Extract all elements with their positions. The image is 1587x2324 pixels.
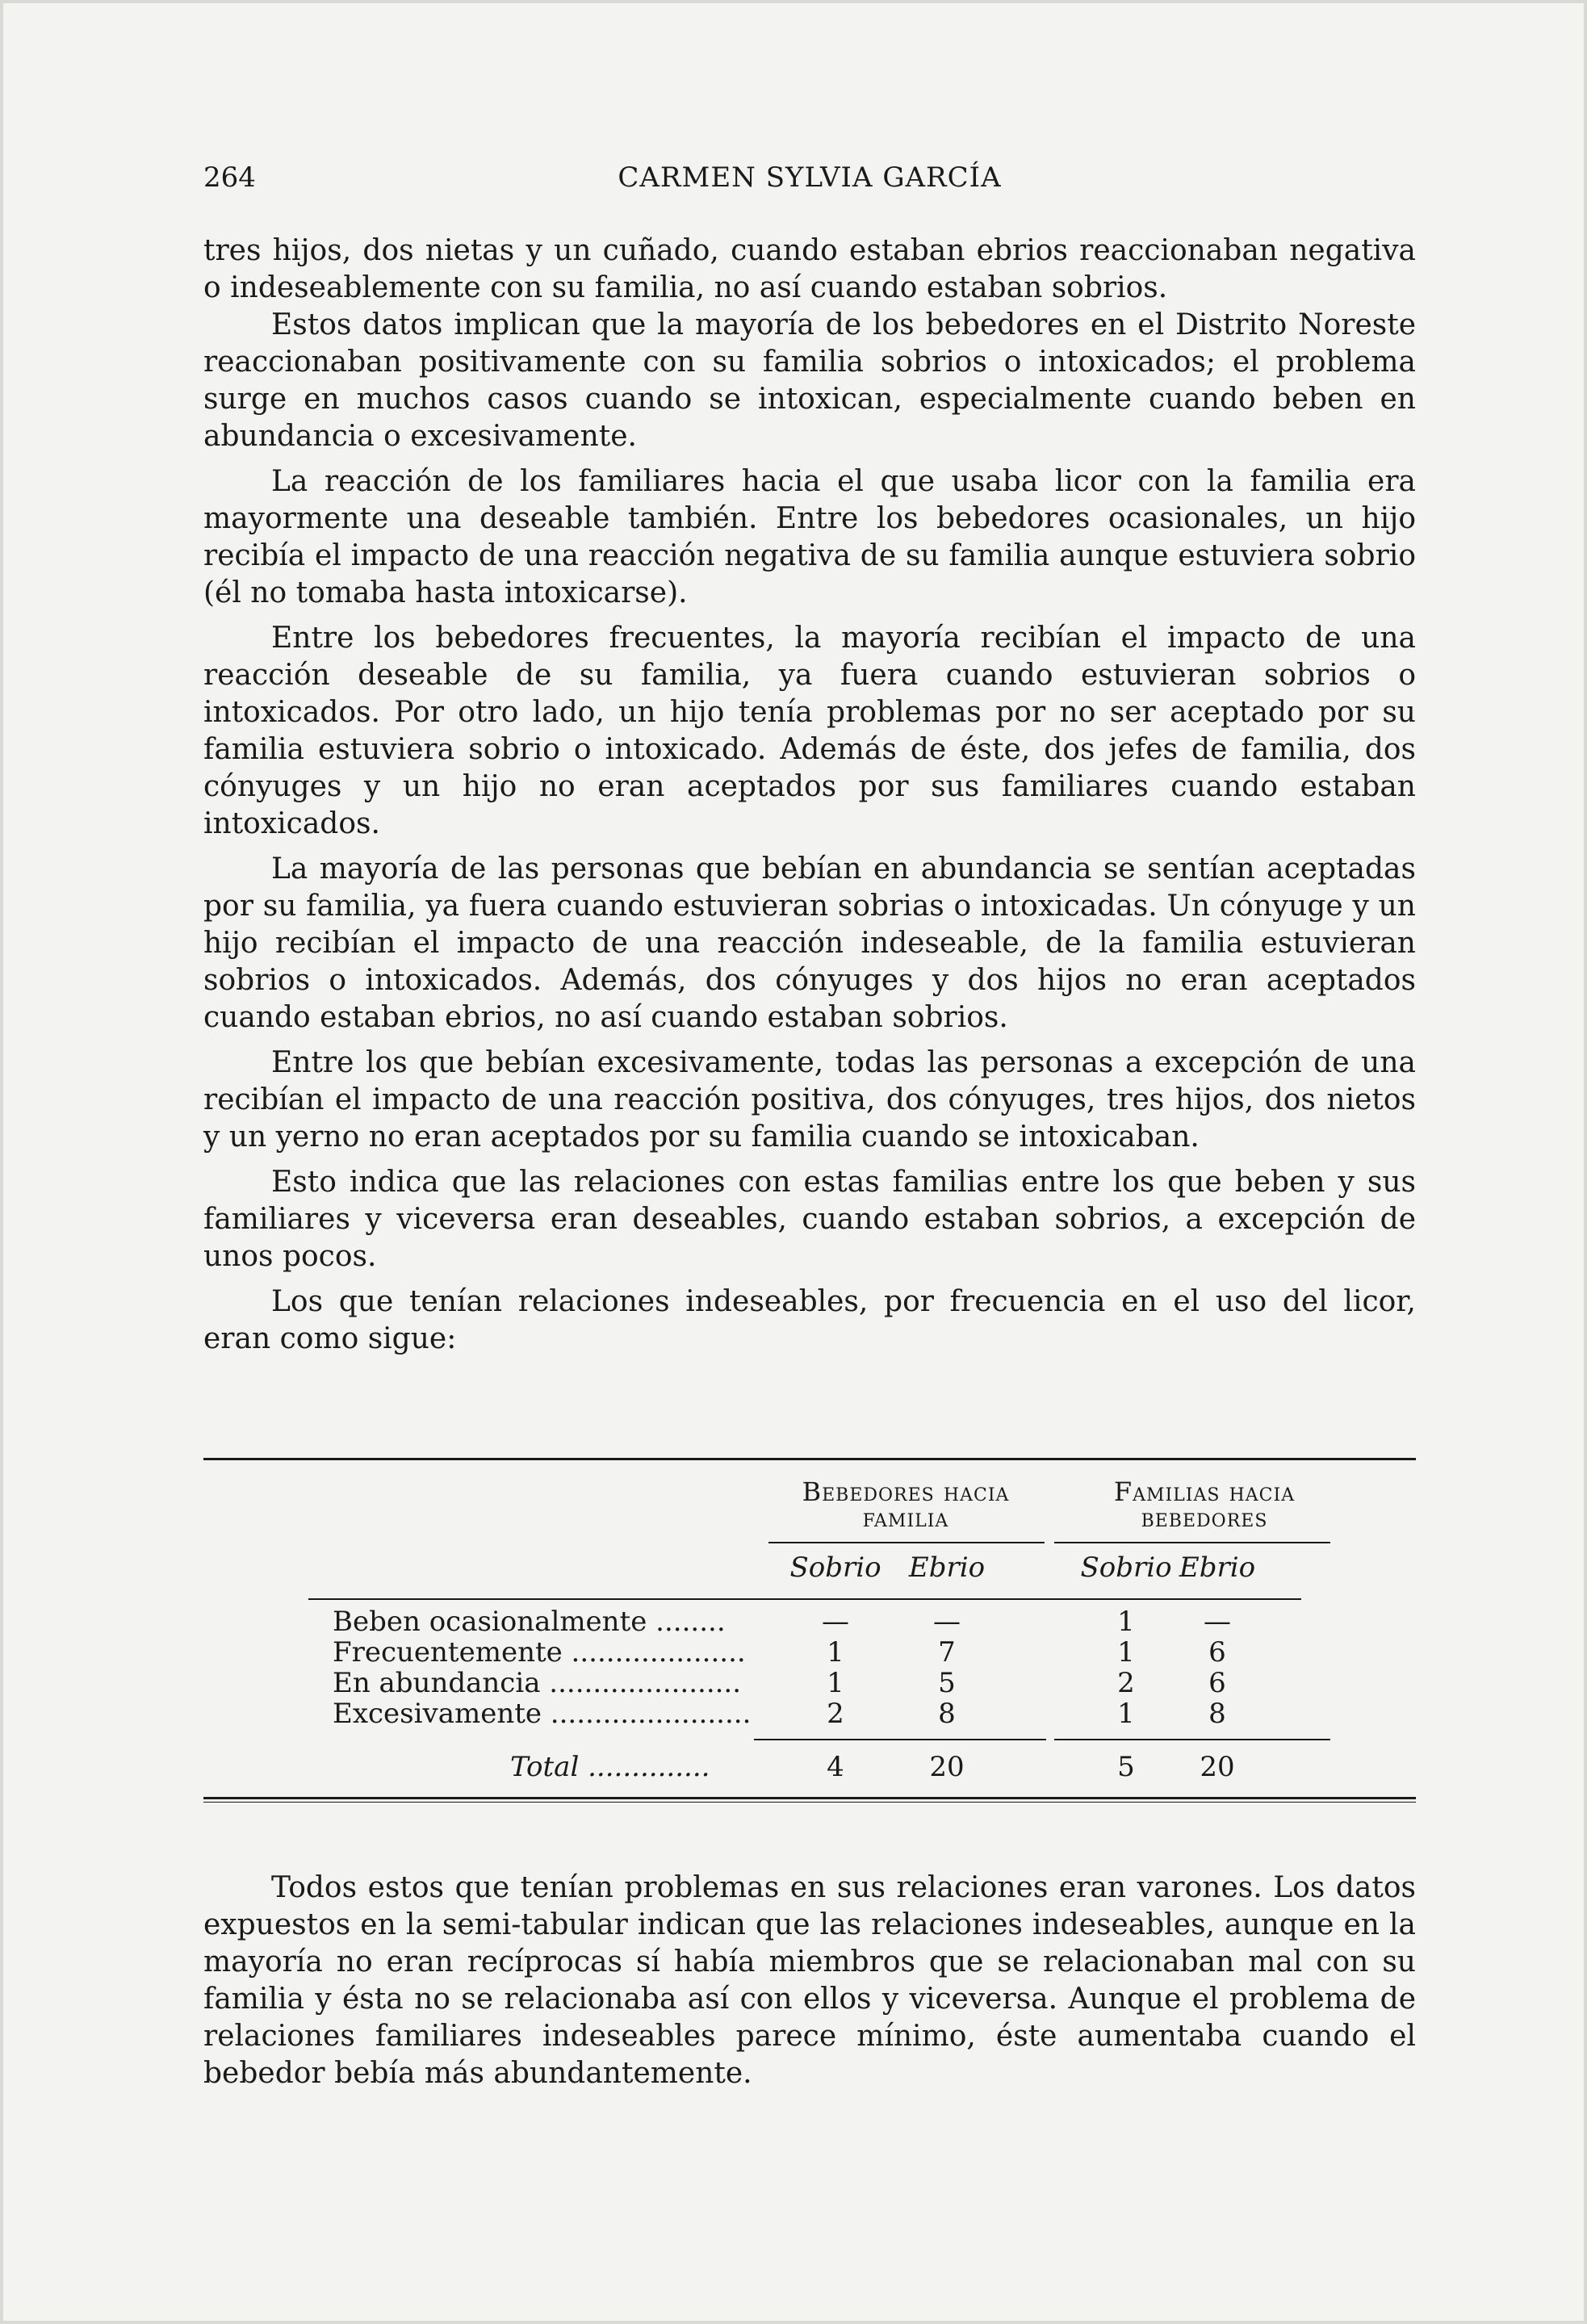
- paragraph: La reacción de los familiares hacia el que usaba licor con la familia era mayormente una deseable también. Entre los bebedores ocasionales, un hijo recibía el impacto de una reacción negativa de su familia aunque estuviera sobrio (él no tomaba hasta intoxicarse).: [203, 465, 1416, 609]
- paragraph: La mayoría de las personas que bebían en abundancia se sentían aceptadas por su familia, ya fuera cuando estuvieran sobrias o intoxicadas. Un cónyuge y un hijo recibían el impacto de una reacción indeseable, de la familia estuvieran sobrios o intoxicados. Además, dos cónyuges y dos hijos no eran aceptados cuando estaban ebrios, no así cuando estaban sobrios.: [203, 852, 1416, 1034]
- group-header-line: bebedores: [1141, 1502, 1268, 1533]
- cell-value: 5: [938, 1667, 956, 1699]
- cell-value: 8: [938, 1698, 956, 1730]
- paragraph: Entre los bebedores frecuentes, la mayoría recibían el impacto de una reacción deseable de su familia, ya fuera cuando estuvieran sobrios o intoxicados. Por otro lado, un hijo tenía problemas por no ser aceptado por su familia estuviera sobrio o intoxicado. Además de éste, dos jefes de familia, dos cónyuges y un hijo no eran aceptados por sus familiares cuando estaban intoxicados.: [203, 622, 1416, 840]
- cell-value: 6: [1208, 1667, 1226, 1699]
- cell-value: 8: [1208, 1698, 1226, 1730]
- page-header: [203, 161, 1416, 202]
- frequency-table: [203, 1458, 1416, 1821]
- total-value: 20: [929, 1751, 965, 1783]
- cell-value: 2: [1117, 1667, 1135, 1699]
- body-text: [203, 232, 1416, 1358]
- row-label: En abundancia ......................: [333, 1668, 742, 1698]
- col-header-sober: Sobrio: [789, 1551, 881, 1584]
- paragraph: Los que tenían relaciones indeseables, por frecuencia en el uso del licor, eran como sigue:: [203, 1285, 1416, 1355]
- total-value: 5: [1117, 1751, 1135, 1783]
- paragraph-continued: tres hijos, dos nietas y un cuñado, cuando estaban ebrios reaccionaban negativa o indeseablemente con su familia, no así cuando estaban sobrios.: [203, 234, 1416, 304]
- cell-value: —: [822, 1606, 849, 1638]
- cell-value: 1: [827, 1636, 844, 1669]
- total-value: 20: [1200, 1751, 1235, 1783]
- col-header-sober: Sobrio: [1080, 1551, 1172, 1584]
- cell-value: 1: [827, 1667, 844, 1699]
- cell-value: 7: [938, 1636, 956, 1669]
- closing-text: [203, 1870, 1416, 2092]
- header-rule: [308, 1598, 1301, 1600]
- table-top-rule: [203, 1458, 1416, 1460]
- page-number: 264: [203, 161, 256, 194]
- table-bottom-rule: [203, 1797, 1416, 1799]
- row-label: Frecuentemente ....................: [333, 1637, 746, 1668]
- row-label: Excesivamente .......................: [333, 1698, 752, 1729]
- cell-value: 1: [1117, 1636, 1135, 1669]
- total-label: Total ..............: [510, 1752, 710, 1782]
- cell-value: —: [1204, 1606, 1231, 1638]
- paragraph: Entre los que bebían excesivamente, todas las personas a excepción de una recibían el impacto de una reacción positiva, dos cónyuges, tres hijos, dos nietos y un yerno no eran aceptados por su familia cuando se intoxicaban.: [203, 1046, 1416, 1154]
- sum-rule: [754, 1739, 1046, 1740]
- paragraph: Todos estos que tenían problemas en sus relaciones eran varones. Los datos expuestos en la semi-tabular indican que las relaciones indeseables, aunque en la mayoría no eran recíprocas sí había miembros que se relacionaban mal con su familia y ésta no se relacionaba así con ellos y viceversa. Aunque el problema de relaciones familiares indeseables parece mínimo, éste aumentaba cuando el bebedor bebía más abundantemente.: [203, 1871, 1416, 2090]
- table-row: [203, 1668, 1416, 1698]
- group-rule: [768, 1542, 1045, 1543]
- col-header-drunk: Ebrio: [1179, 1551, 1256, 1584]
- sum-rule: [1054, 1739, 1330, 1740]
- cell-value: 1: [1117, 1606, 1135, 1638]
- paragraph: Esto indica que las relaciones con estas familias entre los que beben y sus familiares y viceversa eran deseables, cuando estaban sobrios, a excepción de unos pocos.: [203, 1166, 1416, 1273]
- col-header-drunk: Ebrio: [908, 1551, 986, 1584]
- cell-value: 1: [1117, 1698, 1135, 1730]
- table-row: [203, 1698, 1416, 1729]
- table-row: [203, 1606, 1416, 1637]
- running-title: CARMEN SYLVIA GARCÍA: [618, 161, 1002, 194]
- group-rule: [1054, 1542, 1330, 1543]
- group-header-families: [1059, 1476, 1350, 1533]
- cell-value: 6: [1208, 1636, 1226, 1669]
- table-total-row: [203, 1752, 1416, 1782]
- cell-value: 2: [827, 1698, 844, 1730]
- group-header-line: familia: [862, 1502, 949, 1533]
- group-header-line: Familias hacia: [1113, 1476, 1296, 1507]
- group-header-drinkers: [760, 1476, 1051, 1533]
- total-value: 4: [827, 1751, 844, 1783]
- table-row: [203, 1637, 1416, 1668]
- row-label: Beben ocasionalmente ........: [333, 1606, 726, 1637]
- table-bottom-rule: [203, 1802, 1416, 1803]
- cell-value: —: [933, 1606, 961, 1638]
- group-header-line: Bebedores hacia: [802, 1476, 1010, 1507]
- paragraph: Estos datos implican que la mayoría de los bebedores en el Distrito Noreste reaccionaban positivamente con su familia sobrios o intoxicados; el problema surge en muchos casos cuando se intoxican, especialmente cuando beben en abundancia o excesivamente.: [203, 308, 1416, 453]
